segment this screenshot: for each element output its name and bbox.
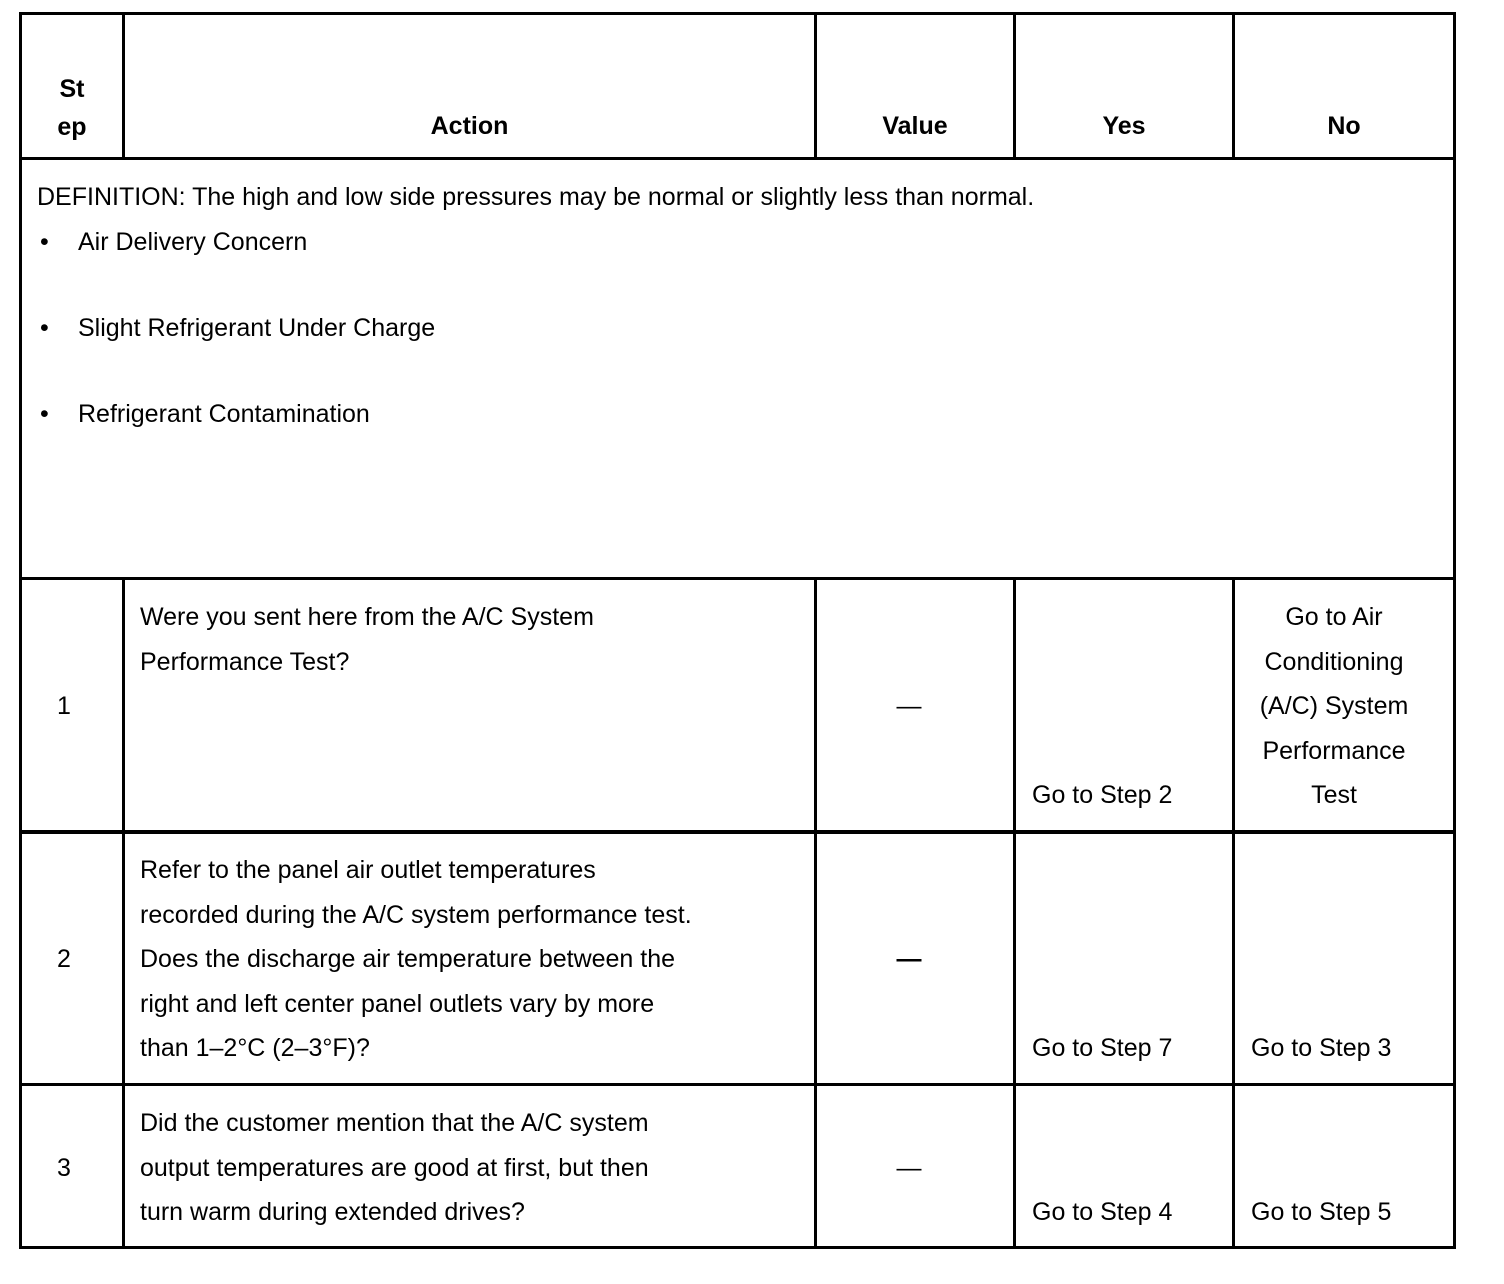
definition-text: DEFINITION: The high and low side pressures may be normal or slightly less than normal. — [37, 183, 1035, 211]
value-cell: — — [896, 1154, 922, 1182]
no-line: Test — [1311, 781, 1357, 809]
bullet-label: Refrigerant Contamination — [78, 400, 370, 428]
border-header-bottom — [19, 157, 1456, 160]
col-divider-value — [1013, 577, 1016, 1249]
value-cell: — — [896, 945, 922, 973]
border-left — [19, 12, 22, 1249]
no-cell — [1235, 595, 1433, 818]
header-step-line1: St — [59, 75, 85, 103]
header-no: No — [1327, 112, 1361, 140]
border-row1-bottom — [19, 830, 1456, 834]
action-text — [140, 848, 692, 1071]
action-text — [140, 595, 594, 684]
no-line: (A/C) System — [1259, 692, 1409, 720]
step-number: 2 — [57, 945, 71, 973]
yes-cell: Go to Step 7 — [1032, 1034, 1173, 1062]
header-action: Action — [430, 112, 509, 140]
action-line: right and left center panel outlets vary by more — [140, 989, 655, 1018]
border-bottom — [19, 1246, 1456, 1249]
yes-cell: Go to Step 2 — [1032, 781, 1173, 809]
definition-bullet — [40, 227, 540, 257]
no-line: Performance — [1262, 736, 1406, 765]
action-line: turn warm during extended drives? — [140, 1198, 525, 1226]
bullet-label: Air Delivery Concern — [78, 228, 308, 256]
no-cell: Go to Step 5 — [1251, 1198, 1392, 1226]
border-row2-bottom — [19, 1083, 1456, 1086]
action-line: Performance Test? — [140, 647, 350, 676]
bullet-label: Slight Refrigerant Under Charge — [78, 314, 436, 342]
definition-bullet — [40, 313, 540, 343]
col-divider-step — [122, 577, 125, 1249]
step-number: 3 — [57, 1154, 71, 1182]
value-cell: — — [896, 692, 922, 720]
bullet-icon: • — [40, 228, 49, 256]
action-line: Refer to the panel air outlet temperatures — [140, 856, 596, 884]
bullet-icon: • — [40, 400, 49, 428]
action-line: output temperatures are good at first, but then — [140, 1153, 649, 1182]
no-line: Go to Air — [1285, 603, 1383, 631]
definition-bullet — [40, 399, 540, 429]
action-line: than 1–2°C (2–3°F)? — [140, 1034, 370, 1062]
action-line: Did the customer mention that the A/C system — [140, 1109, 649, 1137]
action-line: Were you sent here from the A/C System — [140, 603, 594, 631]
header-step — [22, 70, 122, 146]
action-line: Does the discharge air temperature between the — [140, 945, 676, 973]
action-text — [140, 1101, 649, 1235]
action-line: recorded during the A/C system performance test. — [140, 900, 692, 929]
no-cell: Go to Step 3 — [1251, 1034, 1392, 1062]
header-value: Value — [882, 112, 948, 140]
step-number: 1 — [57, 692, 71, 720]
header-yes: Yes — [1102, 112, 1146, 140]
bullet-icon: • — [40, 314, 49, 342]
border-right — [1453, 12, 1456, 1249]
yes-cell: Go to Step 4 — [1032, 1198, 1173, 1226]
header-step-line2: ep — [57, 113, 87, 141]
border-top — [19, 12, 1456, 15]
border-definition-bottom — [19, 577, 1456, 580]
no-line: Conditioning — [1264, 647, 1404, 676]
